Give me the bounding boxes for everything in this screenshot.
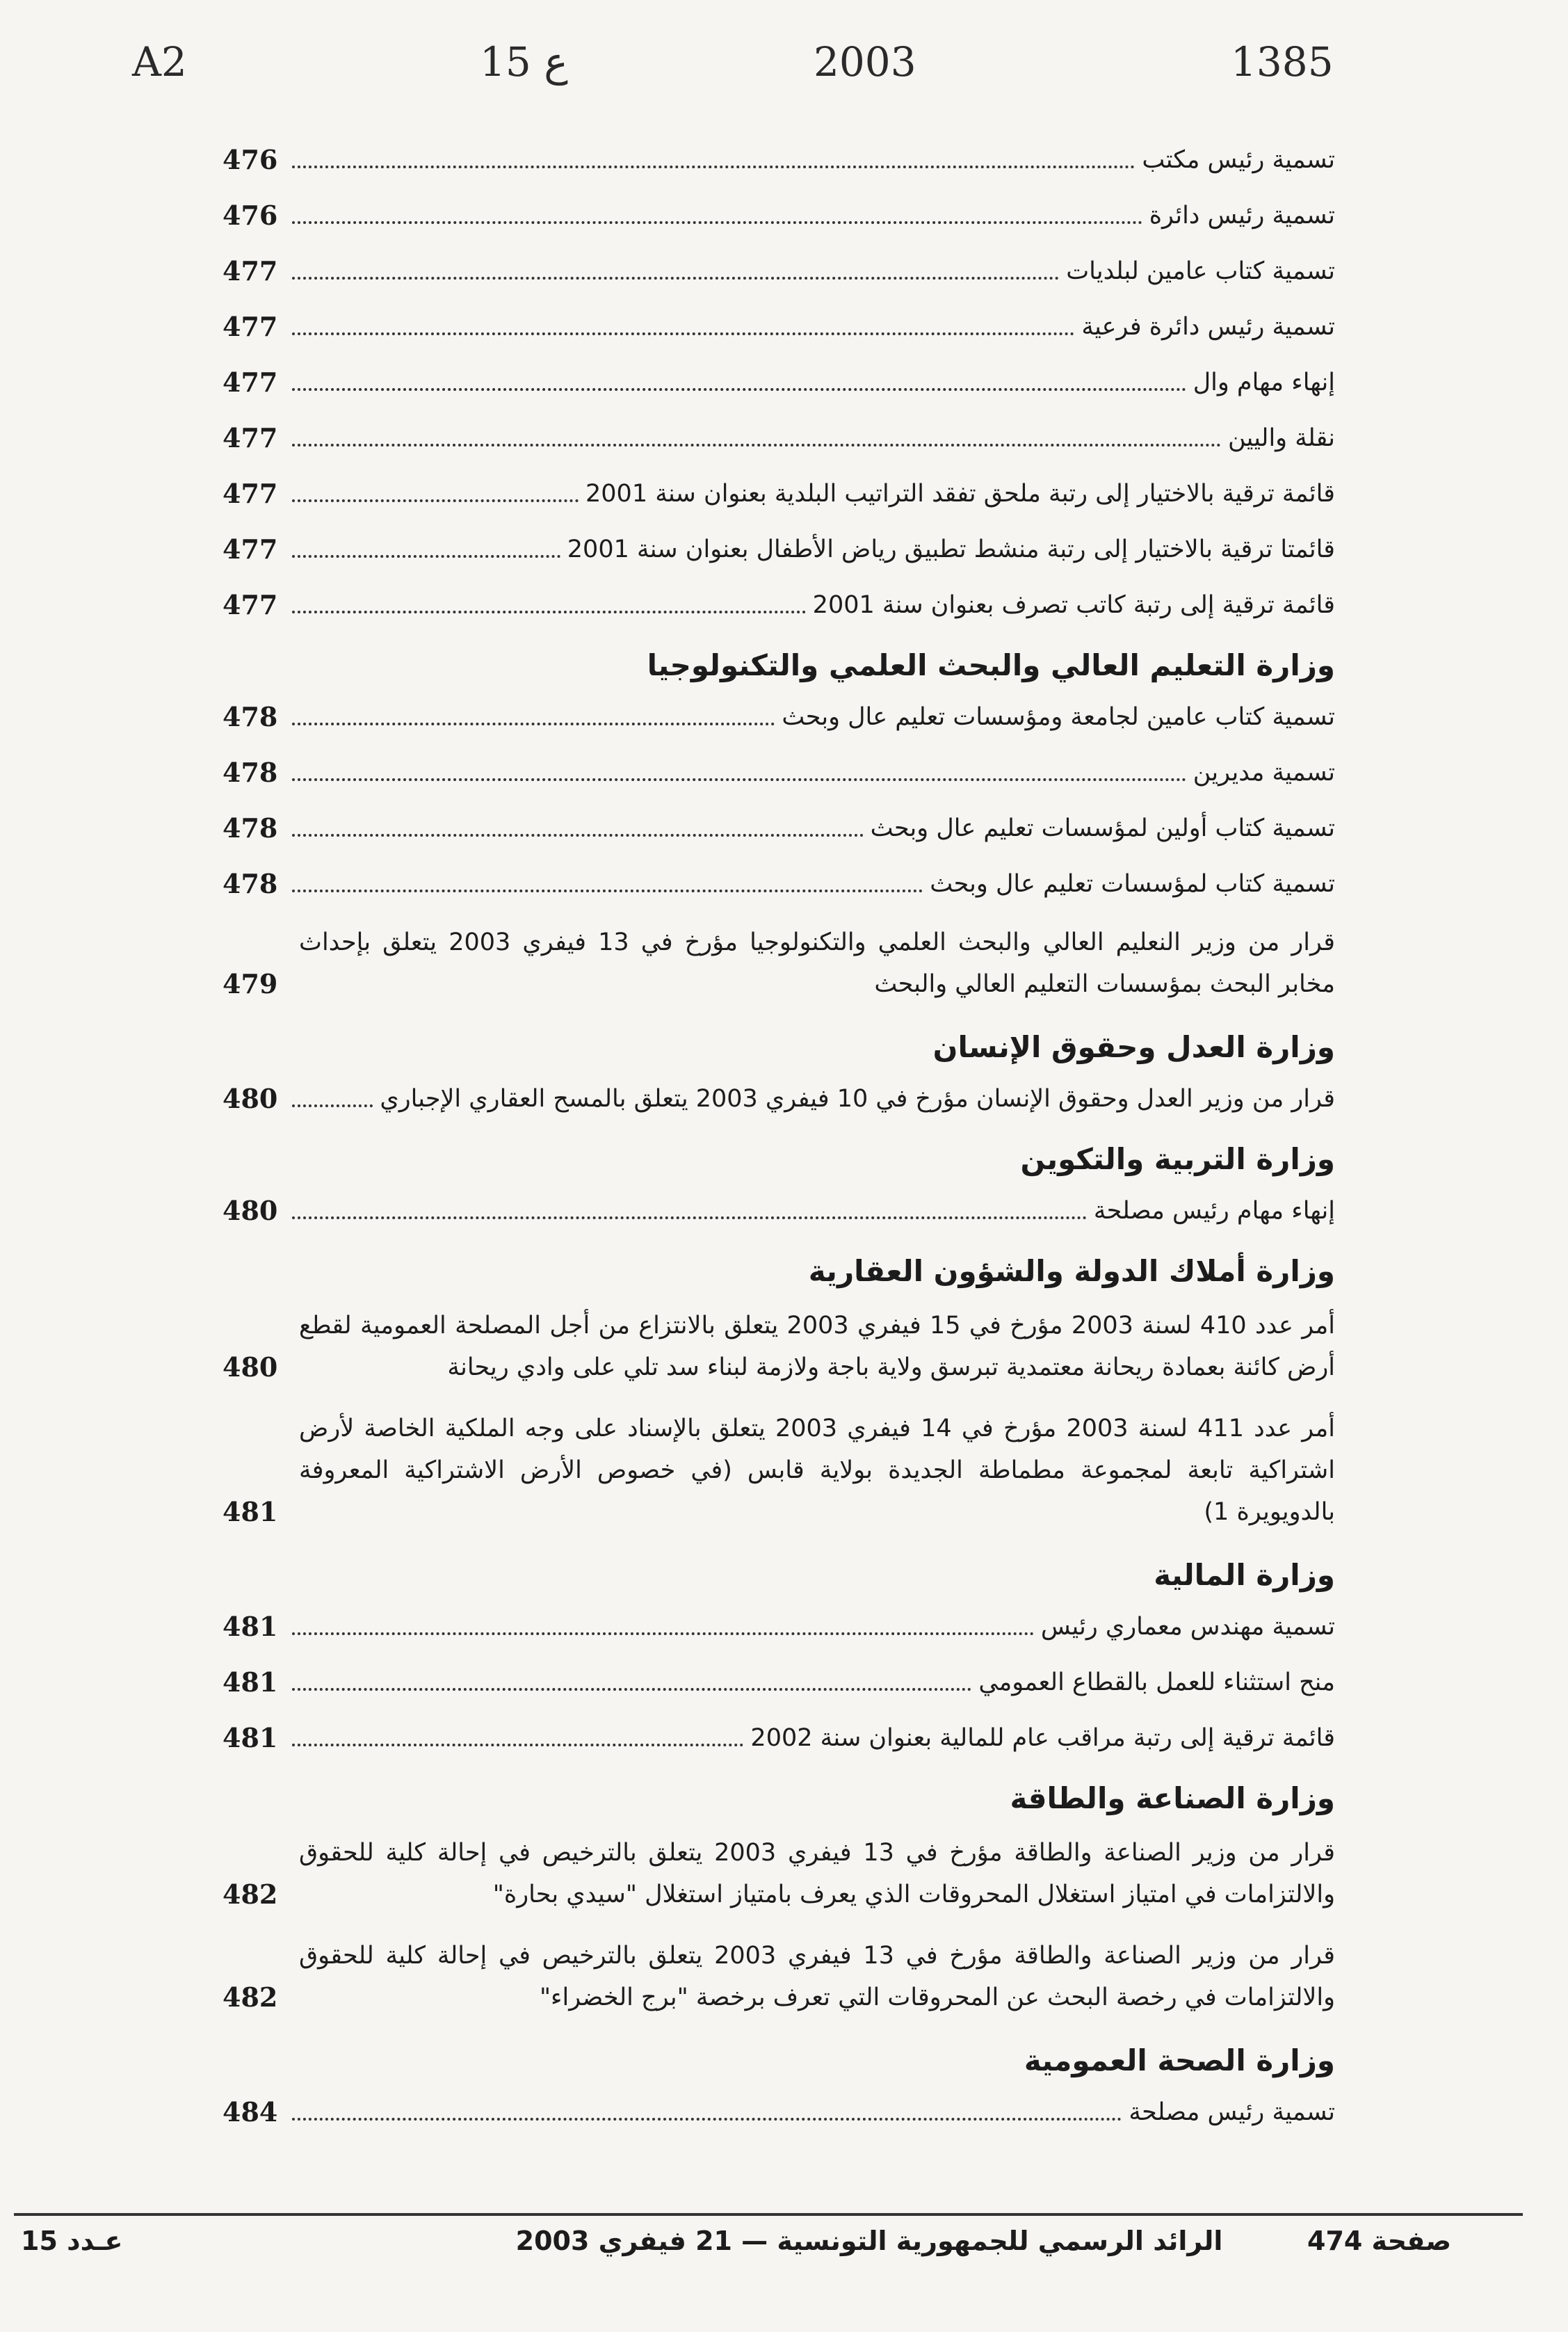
entry-page-number: 478	[223, 701, 278, 732]
entry-page-number: 476	[223, 144, 278, 175]
ministry-heading: وزارة المالية	[1154, 1558, 1335, 1592]
entry-title: تسمية كتاب عامين لبلديات	[1066, 257, 1335, 285]
toc-entry	[223, 801, 1335, 856]
toc-entry	[223, 243, 1335, 299]
entry-title: تسمية مديرين	[1193, 759, 1335, 787]
toc-entry	[223, 1071, 1335, 1127]
toc-entry-paragraph	[223, 1295, 1335, 1398]
entry-title: تسمية رئيس دائرة فرعية	[1081, 313, 1335, 341]
entry-title: قائمة ترقية بالاختيار إلى رتبة ملحق تفقد التراتيب البلدية بعنوان سنة 2001	[585, 480, 1335, 508]
entry-text: أمر عدد 411 لسنة 2003 مؤرخ في 14 فيفري 2003 يتعلق بالإسناد على وجه الملكية الخاصة لأرض اشتراكية تابعة لمجموعة مطماطة الجديدة بولاية قابس (في خصوص الأرض الاشتراكية المعروفة بالدويويرة 1)	[299, 1415, 1335, 1526]
dot-leader	[292, 388, 1186, 391]
footer-issue-number: عـدد 15	[21, 2226, 123, 2256]
dot-leader	[292, 221, 1142, 224]
toc-entry	[223, 1710, 1335, 1766]
toc-entry	[223, 466, 1335, 522]
entry-title: تسمية كتاب أولين لمؤسسات تعليم عال وبحث	[870, 814, 1335, 842]
entry-page-number: 477	[223, 367, 278, 398]
entry-page-number: 478	[223, 757, 278, 788]
entry-text: قرار من وزير الصناعة والطاقة مؤرخ في 13 فيفري 2003 يتعلق بالترخيص في إحالة كلية للحقوق والالتزامات في امتياز استغلال المحروقات الذي يعرف بامتياز استغلال "سيدي بحارة"	[299, 1839, 1336, 1908]
dot-leader	[292, 555, 560, 558]
toc-entry	[223, 1183, 1335, 1239]
entry-page-number: 481	[223, 1611, 278, 1642]
entry-title: تسمية كتاب عامين لجامعة ومؤسسات تعليم عال وبحث	[782, 703, 1335, 731]
entry-page-number: 482	[223, 1879, 278, 1910]
entry-title: تسمية مهندس معماري رئيس	[1040, 1613, 1335, 1641]
entry-page-number: 478	[223, 868, 278, 899]
toc-entry	[223, 689, 1335, 745]
ministry-heading: وزارة التعليم العالي والبحث العلمي والتكنولوجيا	[647, 648, 1335, 682]
entry-page-number: 478	[223, 812, 278, 844]
toc-entry-paragraph	[223, 1822, 1335, 1925]
entry-page-number: 477	[223, 311, 278, 342]
entry-page-number: 477	[223, 533, 278, 565]
footer-page-label: صفحة 474	[1307, 2226, 1452, 2256]
handwritten-note: 2003	[814, 38, 916, 86]
toc-entry	[223, 410, 1335, 466]
toc-entry	[223, 299, 1335, 355]
toc-entry	[223, 1599, 1335, 1655]
dot-leader	[292, 611, 806, 613]
footer-divider	[14, 2213, 1523, 2216]
entry-title: نقلة واليين	[1228, 424, 1335, 452]
dot-leader	[292, 890, 923, 892]
dot-leader	[292, 2118, 1122, 2121]
handwritten-note: 1385	[1231, 38, 1334, 86]
entry-page-number: 484	[223, 2096, 278, 2128]
toc-entry	[223, 2084, 1335, 2140]
dot-leader	[292, 778, 1186, 781]
entry-title: تسمية رئيس دائرة	[1149, 202, 1335, 230]
ministry-heading: وزارة الصحة العمومية	[1024, 2043, 1335, 2077]
entry-title: تسمية كتاب لمؤسسات تعليم عال وبحث	[930, 870, 1335, 898]
toc-entry	[223, 856, 1335, 912]
toc-entry	[223, 188, 1335, 243]
entry-title: تسمية رئيس مصلحة	[1129, 2098, 1335, 2126]
dot-leader	[292, 499, 579, 502]
entry-title: إنهاء مهام وال	[1193, 369, 1335, 396]
entry-title: منح استثناء للعمل بالقطاع العمومي	[978, 1668, 1335, 1696]
entry-text: قرار من وزير الصناعة والطاقة مؤرخ في 13 فيفري 2003 يتعلق بالترخيص في إحالة كلية للحقوق والالتزامات في رخصة البحث عن المحروقات التي تعرف برخصة "برج الخضراء"	[299, 1942, 1336, 2011]
dot-leader	[292, 1104, 373, 1107]
entry-page-number: 477	[223, 422, 278, 453]
entry-page-number: 477	[223, 478, 278, 509]
toc-entry-paragraph	[223, 1398, 1335, 1543]
handwritten-note: A2	[132, 38, 187, 86]
dot-leader	[292, 1744, 743, 1746]
handwritten-note: 15 ع	[480, 38, 568, 86]
ministry-heading: وزارة الصناعة والطاقة	[1010, 1781, 1335, 1815]
entry-page-number: 477	[223, 589, 278, 620]
ministry-heading: وزارة أملاك الدولة والشؤون العقارية	[808, 1254, 1335, 1288]
entry-page-number: 477	[223, 255, 278, 287]
ministry-heading: وزارة التربية والتكوين	[1020, 1142, 1335, 1176]
entry-page-number: 480	[223, 1195, 278, 1226]
entry-title: قائمتا ترقية بالاختيار إلى رتبة منشط تطبيق رياض الأطفال بعنوان سنة 2001	[567, 536, 1335, 563]
toc-entry	[223, 745, 1335, 801]
toc-entry	[223, 132, 1335, 188]
toc-entry	[223, 577, 1335, 633]
dot-leader	[292, 834, 864, 837]
footer-gazette-title: الرائد الرسمي للجمهورية التونسية — 21 فيفري 2003	[515, 2226, 1223, 2256]
dot-leader	[292, 1688, 971, 1691]
dot-leader	[292, 444, 1221, 447]
entry-page-number: 480	[223, 1351, 278, 1383]
dot-leader	[292, 277, 1059, 280]
entry-page-number: 476	[223, 200, 278, 231]
toc-entry	[223, 355, 1335, 410]
entry-page-number: 481	[223, 1666, 278, 1698]
entry-page-number: 480	[223, 1083, 278, 1114]
toc-entry	[223, 522, 1335, 577]
entry-page-number: 482	[223, 1981, 278, 2013]
entry-text: قرار من وزير النعليم العالي والبحث العلمي والتكنولوجيا مؤرخ في 13 فيفري 2003 يتعلق بإحداث مخابر البحث بمؤسسات التعليم العالي والبحث	[299, 928, 1335, 998]
dot-leader	[292, 1216, 1087, 1219]
entry-page-number: 481	[223, 1722, 278, 1753]
entry-title: قائمة ترقية إلى رتبة مراقب عام للمالية بعنوان سنة 2002	[750, 1724, 1335, 1752]
entry-text: أمر عدد 410 لسنة 2003 مؤرخ في 15 فيفري 2003 يتعلق بالانتزاع من أجل المصلحة العمومية لقطع أرض كائنة بعمادة ريحانة معتمدية تبرسق ولاية باجة ولازمة لبناء سد تلي على وادي ريحانة	[299, 1312, 1335, 1381]
dot-leader	[292, 1632, 1034, 1635]
entry-title: إنهاء مهام رئيس مصلحة	[1093, 1197, 1335, 1225]
toc-entry	[223, 1655, 1335, 1710]
entry-title: تسمية رئيس مكتب	[1142, 146, 1335, 174]
dot-leader	[292, 332, 1074, 335]
table-of-contents	[223, 132, 1335, 2140]
ministry-heading: وزارة العدل وحقوق الإنسان	[932, 1030, 1335, 1064]
toc-entry-paragraph	[223, 912, 1335, 1015]
entry-title: قرار من وزير العدل وحقوق الإنسان مؤرخ في 10 فيفري 2003 يتعلق بالمسح العقاري الإجباري	[380, 1085, 1335, 1113]
entry-page-number: 479	[223, 968, 278, 999]
dot-leader	[292, 723, 775, 725]
toc-entry-paragraph	[223, 1925, 1335, 2028]
entry-title: قائمة ترقية إلى رتبة كاتب تصرف بعنوان سنة 2001	[812, 591, 1335, 619]
entry-page-number: 481	[223, 1496, 278, 1527]
dot-leader	[292, 166, 1135, 168]
